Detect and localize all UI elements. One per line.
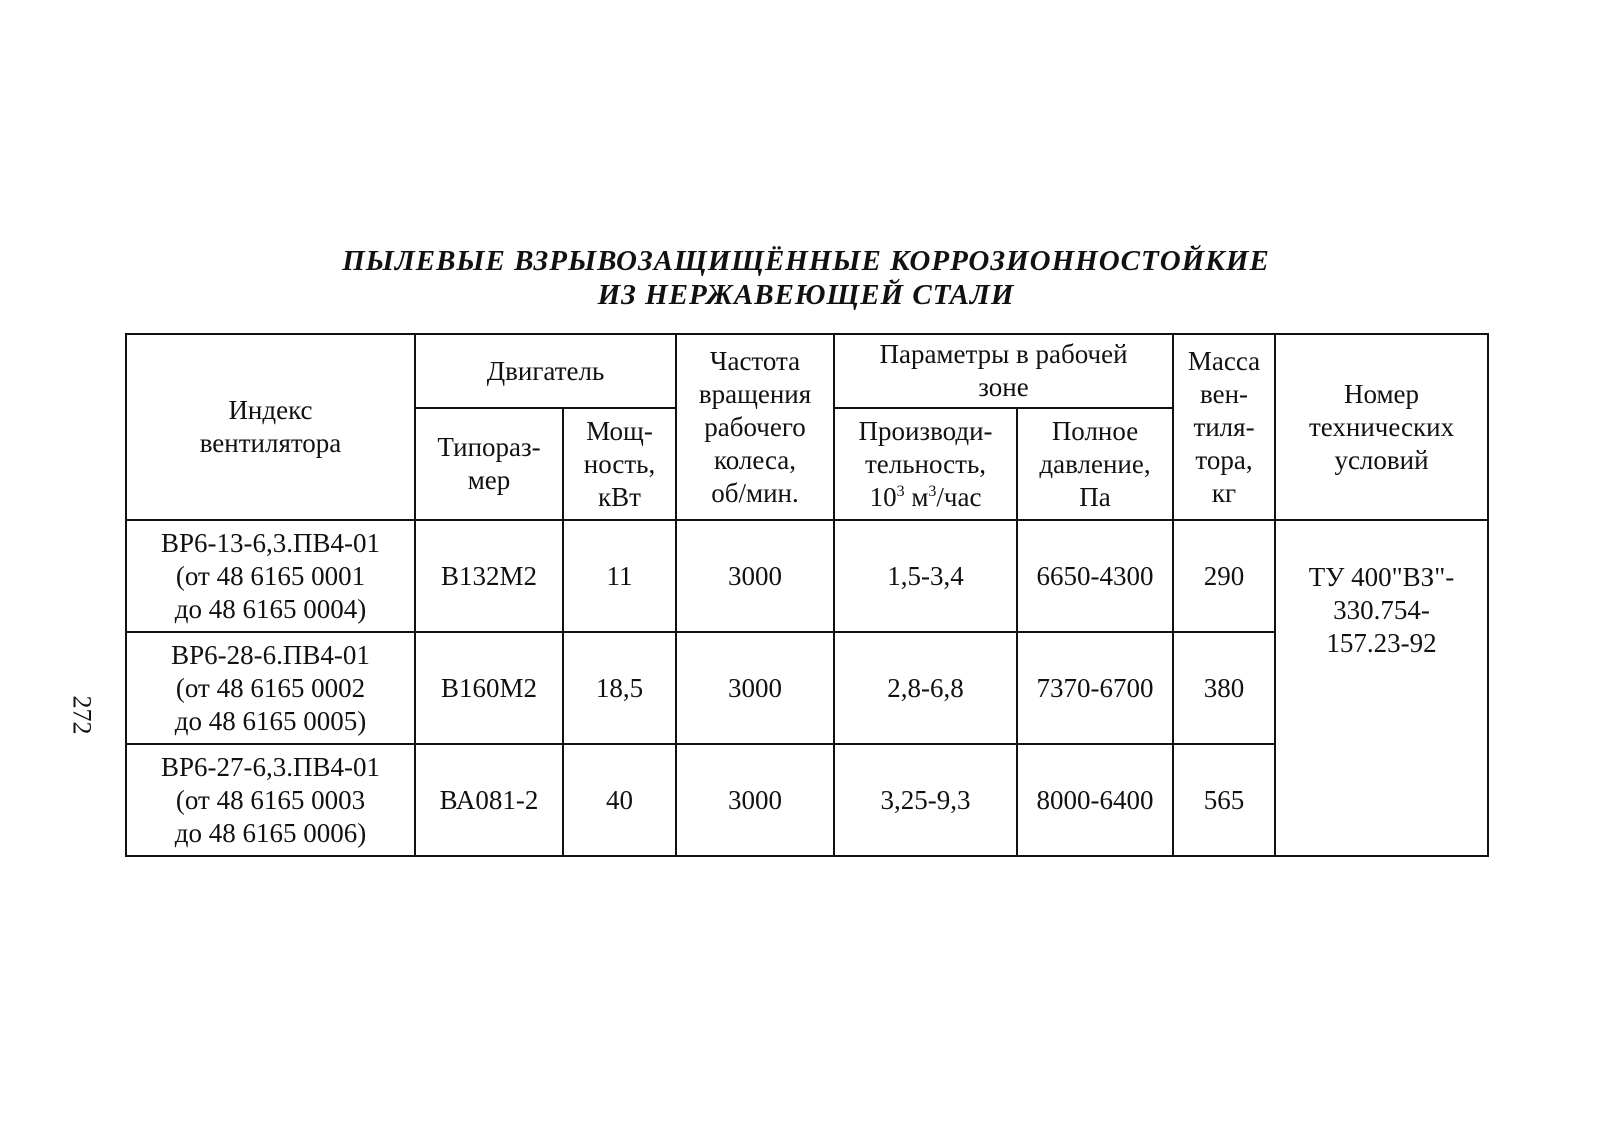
cell-index: ВР6-13-6,3.ПВ4-01 (от 48 6165 0001 до 48 6165 0004) (126, 520, 415, 632)
cell-size: ВА081-2 (415, 744, 563, 856)
cell-speed: 3000 (676, 632, 834, 744)
table-row (126, 520, 1488, 632)
cell-pressure: 7370-6700 (1017, 632, 1173, 744)
cell-index: ВР6-28-6.ПВ4-01 (от 48 6165 0002 до 48 6165 0005) (126, 632, 415, 744)
header-engine-size: Типораз- мер (415, 408, 563, 520)
cell-size: В160М2 (415, 632, 563, 744)
header-params: Параметры в рабочей зоне (834, 334, 1173, 408)
header-engine-power: Мощ- ность, кВт (563, 408, 676, 520)
cell-power: 11 (563, 520, 676, 632)
cell-mass: 380 (1173, 632, 1275, 744)
header-speed: Частота вращения рабочего колеса, об/мин. (676, 334, 834, 520)
document-title-line-2: ИЗ НЕРЖАВЕЮЩЕЙ СТАЛИ (597, 279, 1015, 311)
fan-spec-table (125, 333, 1489, 857)
cell-tu: ТУ 400"ВЗ"- 330.754- 157.23-92 (1275, 520, 1488, 856)
page-number: 272 (67, 695, 97, 735)
header-capacity: Производи- тельность, $10^3$ $м^3$/час (834, 408, 1017, 520)
cell-power: 18,5 (563, 632, 676, 744)
cell-power: 40 (563, 744, 676, 856)
header-index: Индекс вентилятора (126, 334, 415, 520)
header-pressure: Полное давление, Па (1017, 408, 1173, 520)
cell-size: В132М2 (415, 520, 563, 632)
cell-index: ВР6-27-6,3.ПВ4-01 (от 48 6165 0003 до 48 6165 0006) (126, 744, 415, 856)
cell-pressure: 6650-4300 (1017, 520, 1173, 632)
cell-mass: 290 (1173, 520, 1275, 632)
cell-capacity: 1,5-3,4 (834, 520, 1017, 632)
cell-pressure: 8000-6400 (1017, 744, 1173, 856)
header-tu: Номер технических условий (1275, 334, 1488, 520)
header-mass: Масса вен- тиля- тора, кг (1173, 334, 1275, 520)
cell-capacity: 3,25-9,3 (834, 744, 1017, 856)
document-title-line-1: ПЫЛЕВЫЕ ВЗРЫВОЗАЩИЩЁННЫЕ КОРРОЗИОННОСТОЙКИЕ (342, 245, 1270, 277)
cell-speed: 3000 (676, 520, 834, 632)
cell-capacity: 2,8-6,8 (834, 632, 1017, 744)
cell-speed: 3000 (676, 744, 834, 856)
cell-mass: 565 (1173, 744, 1275, 856)
header-engine: Двигатель (415, 334, 676, 408)
